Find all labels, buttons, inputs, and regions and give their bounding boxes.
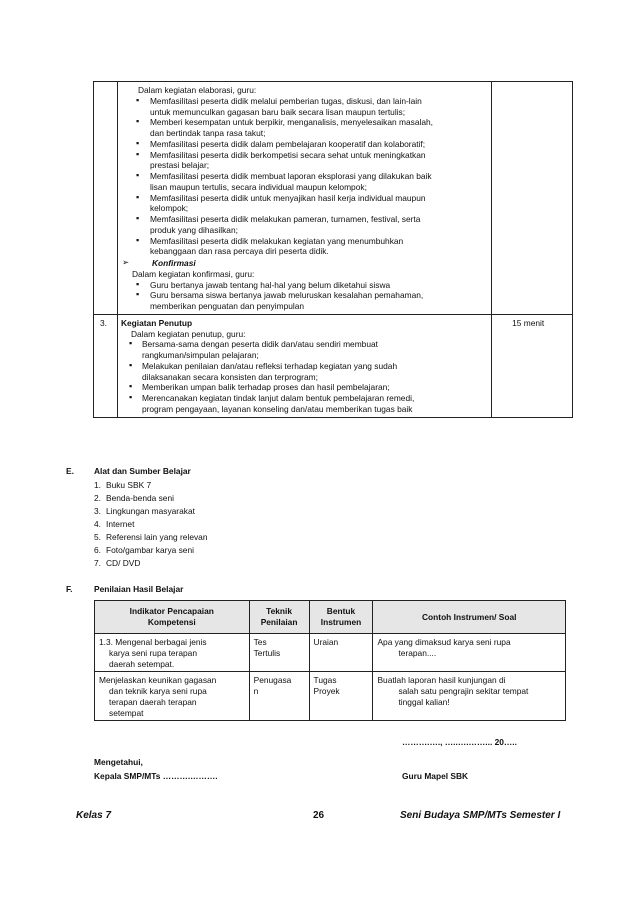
- list-item: [122, 280, 487, 291]
- list-item-continuation: untuk memunculkan gagasan baru baik secara lisan maupun tertulis;: [149, 106, 406, 117]
- cell-line: Tugas: [313, 675, 337, 686]
- list-item: [121, 339, 487, 361]
- list-item-continuation: rangkuman/simpulan pelajaran;: [141, 350, 259, 360]
- list-item: [94, 545, 208, 558]
- penutup-title: Kegiatan Penutup: [120, 317, 193, 328]
- cell-line: 1.3. Mengenal berbagai jenis: [99, 637, 207, 647]
- list-item-line: ▪ Memfasilitasi peserta didik melalui pemberian tugas, diskusi, dan lain-lain: [149, 95, 422, 106]
- cell-line: Uraian: [313, 637, 339, 647]
- list-item-line: ▪ Guru bertanya jawab tentang hal-hal yang belum diketahui siswa: [149, 279, 391, 290]
- cell-line: Tes: [253, 637, 267, 647]
- list-item-continuation: dan bertindak tanpa rasa takut;: [149, 128, 266, 138]
- list-item: [122, 236, 487, 258]
- list-number: 6.: [94, 545, 101, 555]
- cell-line: karya seni rupa terapan: [109, 647, 197, 658]
- cell-bentuk: [309, 672, 373, 721]
- assessment-table: [94, 600, 566, 721]
- list-item: [94, 493, 208, 506]
- list-item: [122, 290, 487, 312]
- table-row: [95, 672, 566, 721]
- penutup-list: [121, 339, 487, 414]
- section-e-letter: E.: [66, 466, 74, 476]
- list-text: Lingkungan masyarakat: [106, 506, 195, 516]
- list-item: [121, 361, 487, 383]
- list-number: 4.: [94, 519, 101, 529]
- header-contoh: Contoh Instrumen/ Soal: [373, 601, 566, 634]
- konfirmasi-intro: Dalam kegiatan konfirmasi, guru:: [131, 268, 255, 279]
- activity-table: [93, 81, 573, 418]
- cell-line: setempat: [109, 707, 144, 718]
- cell-line: terapan....: [398, 647, 437, 658]
- list-text: Internet: [106, 519, 135, 529]
- table-header-row: [95, 601, 566, 634]
- elaborasi-list: [122, 96, 487, 257]
- list-item-continuation: kelompok;: [149, 203, 189, 214]
- header-teknik: Teknik Penilaian: [249, 601, 309, 634]
- section-e-list: [94, 480, 208, 571]
- cell-line: tinggal kalian!: [398, 696, 450, 707]
- list-item-line: ▪ Memfasilitasi peserta didik membuat laporan eksplorasi yang dilakukan baik: [149, 171, 432, 181]
- cell-teknik: [249, 672, 309, 721]
- list-item-line: ▪ Memfasilitasi peserta didik berkompetisi secara sehat untuk meningkatkan: [149, 149, 426, 160]
- list-item-line: ▪ Bersama-sama dengan peserta didik dan/atau sendiri membuat: [141, 339, 378, 350]
- list-item-continuation: lisan maupun tertulis, secara individual maupun kelompok;: [149, 181, 367, 192]
- list-item-continuation: program pengayaan, layanan konseling dan/atau memberikan tugas baik: [141, 403, 413, 414]
- list-number: 7.: [94, 558, 101, 568]
- list-item-line: ▪ Memfasilitasi peserta didik melakukan kegiatan yang menumbuhkan: [149, 235, 404, 246]
- list-item-line: ▪ Melakukan penilaian dan/atau refleksi terhadap kegiatan yang sudah: [141, 360, 398, 371]
- cell-line: Menjelaskan keunikan gagasan: [99, 675, 217, 686]
- list-item-continuation: dilaksanakan secara konsisten dan terprogram;: [141, 371, 318, 382]
- section-f-letter: F.: [66, 584, 73, 594]
- list-text: CD/ DVD: [106, 558, 141, 568]
- cell-line: Proyek: [313, 686, 340, 696]
- elaborasi-intro: Dalam kegiatan elaborasi, guru:: [137, 85, 257, 95]
- list-item: [122, 193, 487, 215]
- cell-line: daerah setempat.: [109, 658, 175, 669]
- duration-cell: [492, 82, 573, 315]
- list-item-line: ▪ Guru bersama siswa bertanya jawab meluruskan kesalahan pemahaman,: [149, 290, 424, 301]
- cell-line: Penugasa: [253, 675, 292, 686]
- list-item: [94, 532, 208, 545]
- content-cell: [117, 314, 491, 417]
- table-row: [94, 314, 573, 417]
- list-item: [122, 96, 487, 118]
- cell-teknik: [249, 634, 309, 672]
- cell-line: dan teknik karya seni rupa: [109, 686, 207, 696]
- list-item-line: ▪ Memfasilitasi peserta didik dalam pembelajaran kooperatif dan kolaboratif;: [149, 138, 426, 149]
- list-item-continuation: produk yang dihasilkan;: [149, 224, 238, 235]
- cell-line: Tertulis: [253, 647, 281, 658]
- page-number: 26: [313, 810, 325, 821]
- cell-line: n: [253, 686, 259, 696]
- cell-indikator: [95, 672, 250, 721]
- list-item: [94, 480, 208, 493]
- penutup-intro: Dalam kegiatan penutup, guru:: [130, 328, 246, 339]
- list-item: [122, 171, 487, 193]
- content-cell: [117, 82, 491, 315]
- list-item-continuation: kebanggaan dan rasa percaya diri peserta didik.: [149, 246, 329, 257]
- konfirmasi-heading: ➢ Konfirmasi: [122, 258, 487, 269]
- footer-left: Kelas 7: [76, 810, 112, 821]
- signature-mengetahui: Mengetahui,: [94, 757, 143, 767]
- section-e-title: Alat dan Sumber Belajar: [94, 466, 191, 476]
- footer-right: Seni Budaya SMP/MTs Semester I: [400, 810, 561, 821]
- signature-kepala: Kepala SMP/MTs ……….……….: [94, 771, 218, 781]
- list-item-line: ▪ Memberikan umpan balik terhadap proses dan hasil pembelajaran;: [141, 382, 390, 393]
- number-cell: [94, 82, 118, 315]
- signature-date-line: ……….…., …..….……... 20…..: [402, 737, 517, 747]
- list-item-continuation: memberikan penguatan dan penyimpulan: [149, 301, 305, 311]
- list-number: 3.: [94, 506, 101, 516]
- list-item: [121, 393, 487, 415]
- table-row: [95, 634, 566, 672]
- section-f-title: Penilaian Hasil Belajar: [94, 584, 184, 594]
- cell-bentuk: [309, 634, 373, 672]
- cell-line: Buatlah laporan hasil kunjungan di: [377, 675, 506, 686]
- cell-line: terapan daerah terapan: [109, 696, 197, 707]
- cell-line: Apa yang dimaksud karya seni rupa: [377, 637, 511, 647]
- list-item: [94, 519, 208, 532]
- list-item-line: ▪ Memberi kesempatan untuk berpikir, menganalisis, menyelesaikan masalah,: [149, 117, 433, 128]
- list-text: Foto/gambar karya seni: [106, 545, 194, 555]
- list-item-continuation: prestasi belajar;: [149, 160, 210, 171]
- number-cell: 3.: [94, 314, 118, 417]
- cell-contoh: [373, 634, 566, 672]
- list-number: 2.: [94, 493, 101, 503]
- header-indikator: Indikator Pencapaian Kompetensi: [95, 601, 250, 634]
- list-item: [94, 506, 208, 519]
- list-text: Benda-benda seni: [106, 493, 174, 503]
- header-bentuk: Bentuk Instrumen: [309, 601, 373, 634]
- list-text: Buku SBK 7: [106, 480, 152, 490]
- konfirmasi-list: [122, 280, 487, 312]
- table-row: [94, 82, 573, 315]
- list-item: [121, 382, 487, 393]
- duration-cell: 15 menit: [492, 314, 573, 417]
- cell-contoh: [373, 672, 566, 721]
- list-item-line: ▪ Merencanakan kegiatan tindak lanjut dalam bentuk pembelajaran remedi,: [141, 393, 415, 403]
- list-number: 1.: [94, 480, 101, 490]
- list-text: Referensi lain yang relevan: [106, 532, 208, 542]
- list-item-line: ▪ Memfasilitasi peserta didik melakukan pameran, turnamen, festival, serta: [149, 214, 421, 224]
- list-item: [94, 558, 208, 571]
- cell-indikator: [95, 634, 250, 672]
- cell-line: salah satu pengrajin sekitar tempat: [398, 686, 529, 696]
- list-number: 5.: [94, 532, 101, 542]
- list-item: [122, 139, 487, 150]
- list-item: [122, 117, 487, 139]
- list-item: [122, 214, 487, 236]
- list-item-line: ▪ Memfasilitasi peserta didik untuk menyajikan hasil kerja individual maupun: [149, 192, 426, 203]
- signature-guru: Guru Mapel SBK: [402, 771, 469, 781]
- list-item: [122, 150, 487, 172]
